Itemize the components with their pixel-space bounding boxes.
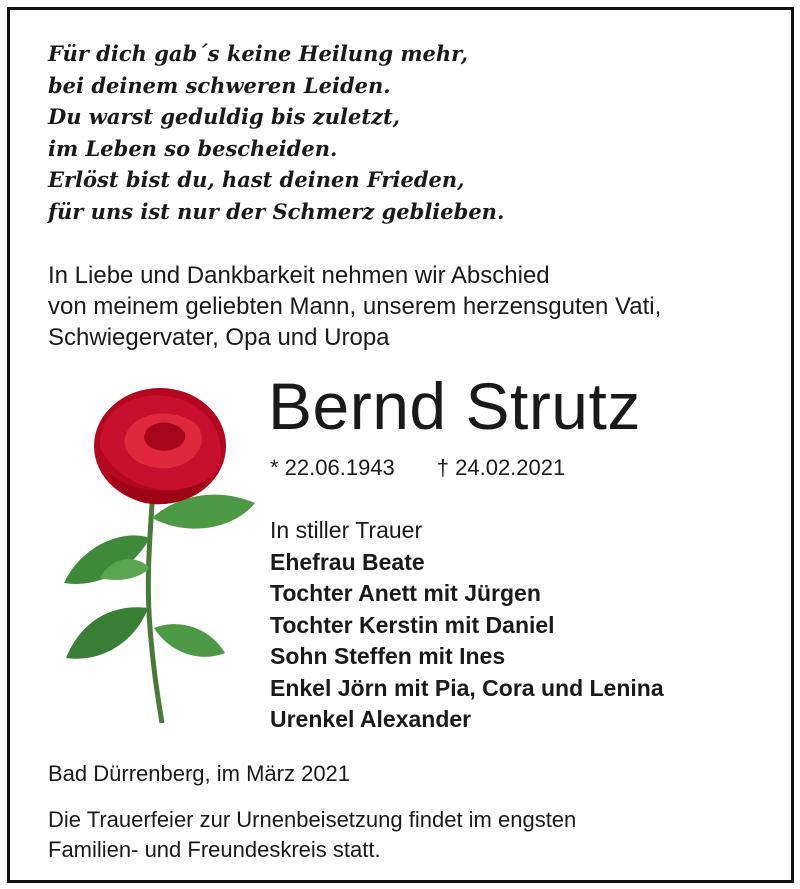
death-date: † 24.02.2021 [436,455,566,480]
mourners-list [270,515,664,736]
poem-line: Du warst geduldig bis zuletzt, [48,104,400,129]
poem-line: Für dich gab´s keine Heilung mehr, [48,41,469,66]
mourning-lead: In stiller Trauer [270,517,423,543]
poem-line: bei deinem schweren Leiden. [48,72,391,98]
intro-line: Schwiegervater, Opa und Uropa [48,324,390,351]
poem-line: für uns ist nur der Schmerz geblieben. [48,198,505,224]
intro-line: von meinem geliebten Mann, unserem herzensguten Vati, [48,293,662,320]
mourner-name: Sohn Steffen mit Ines [270,643,506,669]
mourner-name: Ehefrau Beate [270,548,425,575]
funeral-note [48,805,576,865]
mourner-name: Tochter Kerstin mit Daniel [270,611,555,638]
mourner-name: Tochter Anett mit Jürgen [270,580,541,606]
poem-line: im Leben so bescheiden. [48,135,338,161]
poem-line: Erlöst bist du, hast deinen Frieden, [48,167,465,192]
deceased-name: Bernd Strutz [268,369,641,443]
mourner-name: Enkel Jörn mit Pia, Cora und Lenina [270,674,664,701]
life-dates [270,455,565,481]
note-line: Die Trauerfeier zur Urnenbeisetzung findet im engsten [48,807,577,832]
poem [48,38,504,227]
intro-line: In Liebe und Dankbarkeit nehmen wir Abschied [48,262,550,289]
note-line: Familien- und Freundeskreis statt. [48,837,381,862]
birth-date: * 22.06.1943 [270,455,395,480]
rose-leaf [66,607,148,659]
mourner-name: Urenkel Alexander [270,706,472,732]
rose-leaf [154,624,225,657]
place-and-date: Bad Dürrenberg, im März 2021 [48,761,351,786]
rose-stem [148,488,162,723]
obituary-card [7,7,794,883]
farewell-intro [48,260,661,353]
red-rose-icon [50,378,260,730]
